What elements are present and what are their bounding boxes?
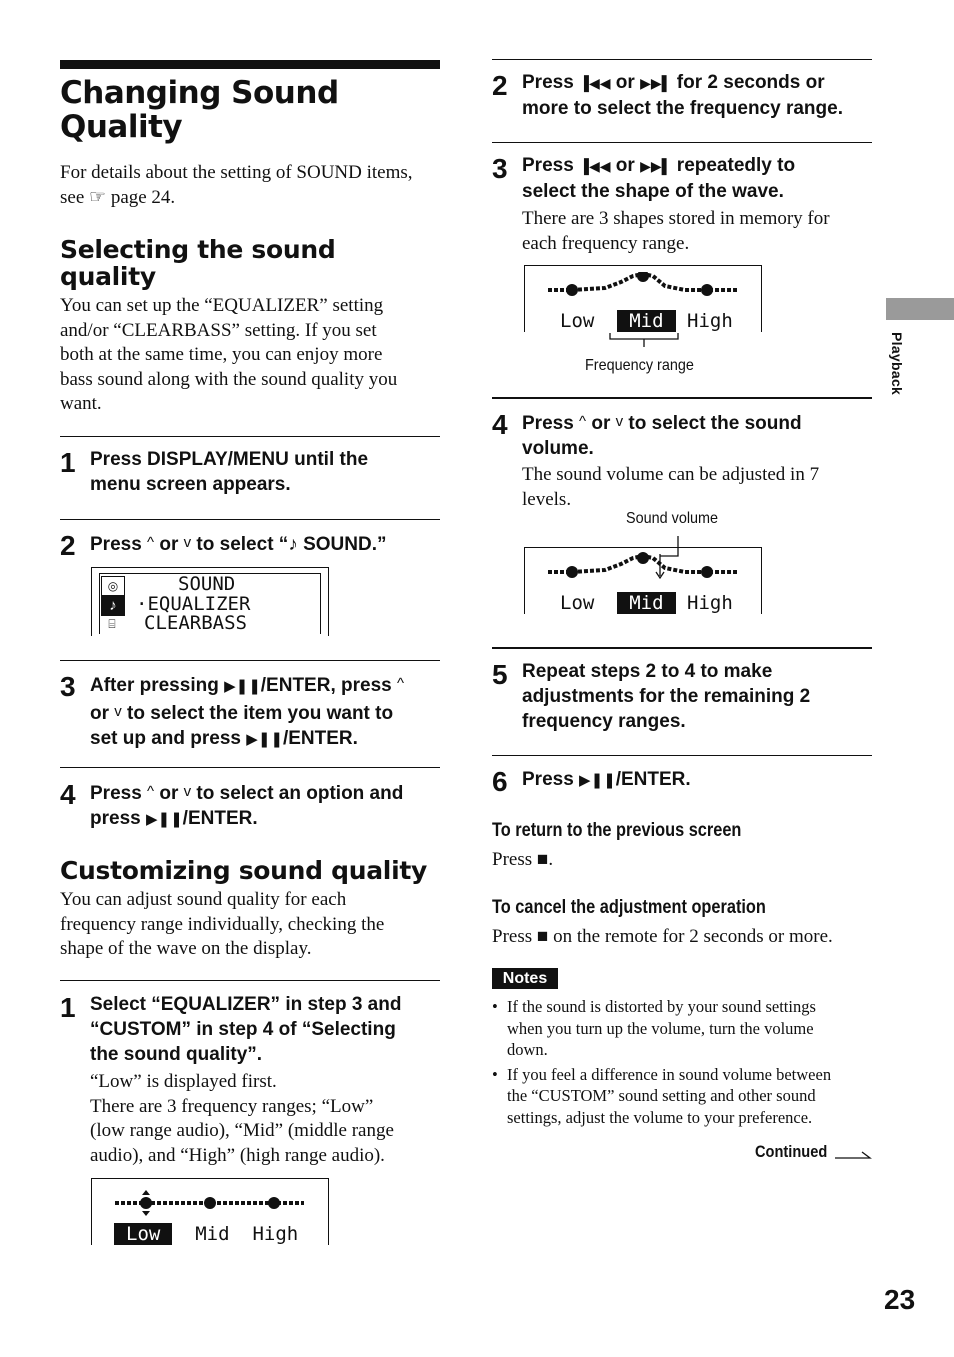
body-line: each frequency range.: [522, 232, 690, 254]
intro-see: see: [60, 186, 90, 208]
volume-pointer: [650, 534, 690, 564]
return-heading: To return to the previous screen: [492, 820, 742, 841]
step-word: /ENTER.: [615, 769, 691, 790]
band-high: High: [687, 592, 733, 614]
note-line: the “CUSTOM” sound setting and other sound: [507, 1086, 816, 1105]
step-line: Select “EQUALIZER” in step 3 and: [90, 994, 402, 1015]
body-line: bass sound along with the sound quality you: [60, 368, 398, 390]
step-line: more to select the frequency range.: [522, 98, 843, 119]
body-line: and/or “CLEARBASS” setting. If you set: [60, 319, 377, 341]
play-pause-icon: ▶❚❚: [224, 678, 261, 695]
step-body: [90, 1070, 450, 1168]
note-line: when you turn up the volume, turn the volume: [507, 1018, 814, 1038]
tools-icon: ⌸: [108, 617, 116, 631]
body-line: “Low” is displayed first.: [90, 1071, 277, 1092]
menu-items: [132, 575, 250, 634]
body-line: shape of the wave on the display.: [60, 938, 312, 959]
note-line: down.: [507, 1040, 548, 1059]
eq-labels: [560, 592, 733, 614]
step-line: select the shape of the wave.: [522, 181, 784, 202]
sound-volume-label: Sound volume: [626, 510, 719, 527]
body-word: .: [548, 849, 554, 870]
section-heading-selecting: [60, 236, 440, 290]
step-line: [90, 779, 440, 806]
body-word: on the remote for 2 seconds or more.: [548, 926, 833, 947]
play-pause-icon: ▶❚❚: [579, 772, 616, 789]
selecting-body: [60, 294, 450, 417]
eq-labels: [114, 1223, 298, 1245]
step-word: repeatedly to: [671, 155, 796, 176]
up-arrow-icon: ^: [147, 534, 155, 551]
step-text: [522, 767, 872, 793]
title-bar: [60, 60, 440, 69]
step-number: 4: [492, 409, 508, 440]
step-number: 2: [60, 530, 76, 561]
stop-icon: ■: [536, 926, 549, 947]
step-word: or: [610, 72, 641, 93]
step-word: press: [90, 808, 146, 829]
step-line: Repeat steps 2 to 4 to make: [522, 661, 773, 682]
customizing-body: [60, 888, 450, 962]
step-line: the sound quality”.: [90, 1044, 263, 1065]
step-word: Press: [522, 155, 580, 176]
eq-lcd-low: [91, 1178, 329, 1245]
band-low: Low: [560, 310, 595, 332]
step-word: /ENTER.: [282, 728, 358, 749]
step-number: 1: [60, 447, 76, 478]
intro-text: [60, 161, 445, 210]
body-line: frequency range individually, checking the: [60, 913, 385, 935]
step-number: 1: [60, 992, 76, 1023]
note-item: [492, 996, 872, 1061]
step-number: 2: [492, 70, 508, 101]
body-line: You can set up the “EQUALIZER” setting: [60, 295, 384, 316]
frequency-bracket: [606, 333, 686, 353]
step-number: 5: [492, 659, 508, 690]
step-text: [90, 530, 440, 557]
step-line: [522, 409, 872, 436]
band-mid-selected: Mid: [617, 592, 675, 614]
body-word: Press: [492, 926, 537, 947]
page-number: 23: [884, 1284, 916, 1315]
step-line: “CUSTOM” in step 4 of “Selecting: [90, 1019, 396, 1040]
step-body: [522, 207, 882, 256]
up-arrow-icon: ^: [579, 413, 587, 430]
return-body: [492, 848, 553, 873]
step-word: for 2 seconds or: [671, 72, 825, 93]
step-line: Press DISPLAY/MENU until the: [90, 449, 369, 470]
step-body: [522, 463, 882, 512]
step-line: [90, 726, 440, 752]
step-number: 4: [60, 779, 76, 810]
stop-icon: ■: [536, 849, 549, 870]
step-divider: [492, 647, 872, 649]
step-text: [522, 153, 872, 204]
step-word: or: [154, 783, 184, 804]
step-text: [90, 779, 440, 832]
body-word: Press: [492, 849, 537, 870]
side-tab-bar: [886, 298, 954, 320]
down-arrow-icon: v: [183, 783, 192, 800]
notes-label: Notes: [492, 968, 558, 989]
body-line: You can adjust sound quality for each: [60, 889, 347, 910]
intro-page: page 24.: [106, 186, 176, 208]
eq-wave: [525, 272, 761, 312]
music-note-icon: ♪: [288, 534, 298, 555]
prev-track-icon: ▐◀◀: [579, 75, 611, 91]
notes-list: [492, 996, 872, 1128]
side-tab-label: Playback: [889, 332, 905, 396]
step-line: volume.: [522, 438, 594, 459]
step-word: to select the sound: [623, 413, 802, 434]
step-divider: [60, 980, 440, 981]
down-arrow-icon: v: [615, 413, 624, 430]
step-word: to select an option and: [191, 783, 404, 804]
step-line: [522, 153, 872, 179]
sound-icon: ♪: [101, 596, 125, 616]
note-line: If you feel a difference in sound volume between: [507, 1064, 832, 1084]
prev-track-icon: ▐◀◀: [579, 158, 611, 174]
band-mid-selected: Mid: [617, 310, 675, 332]
step-word: /ENTER.: [182, 808, 258, 829]
icon-column: [101, 576, 125, 634]
step-divider: [60, 519, 440, 520]
eq-wave: [525, 552, 761, 592]
body-line: levels.: [522, 488, 572, 510]
step-word: Press: [522, 413, 580, 434]
body-line: There are 3 shapes stored in memory for: [522, 208, 830, 229]
step-text: [522, 659, 872, 734]
note-item: [492, 1064, 872, 1129]
band-high: High: [252, 1223, 299, 1245]
note-line: If the sound is distorted by your sound settings: [507, 997, 816, 1016]
menu-item-equalizer: ·EQUALIZER: [136, 592, 251, 615]
next-track-icon: ▶▶▌: [640, 75, 672, 91]
page-title: Changing Sound Quality: [60, 75, 339, 145]
body-line: (low range audio), “Mid” (middle range: [90, 1120, 394, 1141]
step-divider: [492, 755, 872, 756]
band-low: Low: [560, 592, 595, 614]
step-word: or: [154, 534, 184, 555]
bullet-icon: •: [492, 997, 498, 1016]
menu-item-clearbass: CLEARBASS: [144, 612, 247, 634]
heading-line: quality: [60, 262, 156, 291]
frequency-range-label: Frequency range: [585, 357, 694, 374]
step-divider: [60, 767, 440, 768]
step-word: SOUND.”: [297, 534, 387, 555]
next-track-icon: ▶▶▌: [640, 158, 672, 174]
step-line: menu screen appears.: [90, 474, 291, 495]
band-mid: Mid: [195, 1223, 230, 1245]
body-line: There are 3 frequency ranges; “Low”: [90, 1095, 374, 1117]
step-word: Press: [90, 534, 148, 555]
step-word: After pressing: [90, 675, 225, 696]
eq-labels: [560, 310, 733, 332]
bullet-icon: •: [492, 1064, 498, 1084]
step-line: [522, 70, 872, 96]
play-pause-icon: ▶❚❚: [145, 811, 183, 828]
continued-label: Continued: [755, 1142, 828, 1161]
step-number: 3: [492, 153, 508, 184]
down-arrow-icon: v: [183, 534, 192, 551]
body-line: both at the same time, you can enjoy more: [60, 344, 383, 365]
band-low-selected: Low: [114, 1223, 172, 1245]
continued-arrow-icon: [834, 1149, 872, 1161]
band-high: High: [687, 310, 733, 332]
body-line: audio), and “High” (high range audio).: [90, 1144, 385, 1166]
eq-lcd-mid: [524, 265, 762, 332]
step-text: [90, 671, 440, 752]
step-divider: [492, 142, 872, 143]
step-text: [522, 409, 872, 461]
section-heading-customizing: Customizing sound quality: [60, 856, 427, 885]
menu-item-sound: SOUND: [178, 573, 236, 595]
step-line: [90, 699, 440, 726]
step-word: to select the item you want to: [121, 703, 394, 724]
eq-lcd-volume: [524, 547, 762, 614]
body-line: want.: [60, 393, 102, 414]
step-number: 3: [60, 671, 76, 702]
heading-line: Selecting the sound: [60, 235, 336, 264]
step-divider: [492, 397, 872, 399]
step-line: [90, 671, 440, 699]
down-arrow-icon: v: [114, 703, 122, 720]
cancel-heading: To cancel the adjustment operation: [492, 897, 766, 918]
play-pause-icon: ▶❚❚: [246, 731, 283, 748]
step-divider: [492, 59, 872, 60]
note-line: settings, adjust the volume to your preference.: [507, 1107, 813, 1127]
body-line: The sound volume can be adjusted in 7: [522, 464, 820, 485]
intro-line: For details about the setting of SOUND items,: [60, 162, 413, 183]
page-ref-icon: ☞: [89, 186, 107, 208]
step-line: [90, 806, 440, 832]
step-word: Press: [522, 72, 580, 93]
step-word: to select “: [191, 534, 289, 555]
step-divider: [60, 660, 440, 661]
step-divider: [60, 436, 440, 437]
settings-icon: ◎: [101, 576, 125, 596]
step-word: set up and press: [90, 728, 247, 749]
step-number: 6: [492, 766, 508, 797]
up-arrow-icon: ^: [147, 783, 155, 800]
step-line: frequency ranges.: [522, 711, 686, 732]
cancel-body: [492, 925, 833, 950]
step-word: Press: [90, 783, 148, 804]
step-text: [522, 70, 872, 121]
step-word: or: [610, 155, 641, 176]
step-text: [90, 992, 440, 1067]
intro-line: [60, 186, 445, 211]
step-text: [90, 447, 440, 497]
step-word: /ENTER, press: [260, 675, 397, 696]
step-word: or: [586, 413, 616, 434]
step-line: adjustments for the remaining 2: [522, 686, 811, 707]
step-word: or: [90, 703, 115, 724]
up-arrow-icon: ^: [397, 675, 405, 692]
eq-wave: [92, 1187, 328, 1227]
step-word: Press: [522, 769, 580, 790]
